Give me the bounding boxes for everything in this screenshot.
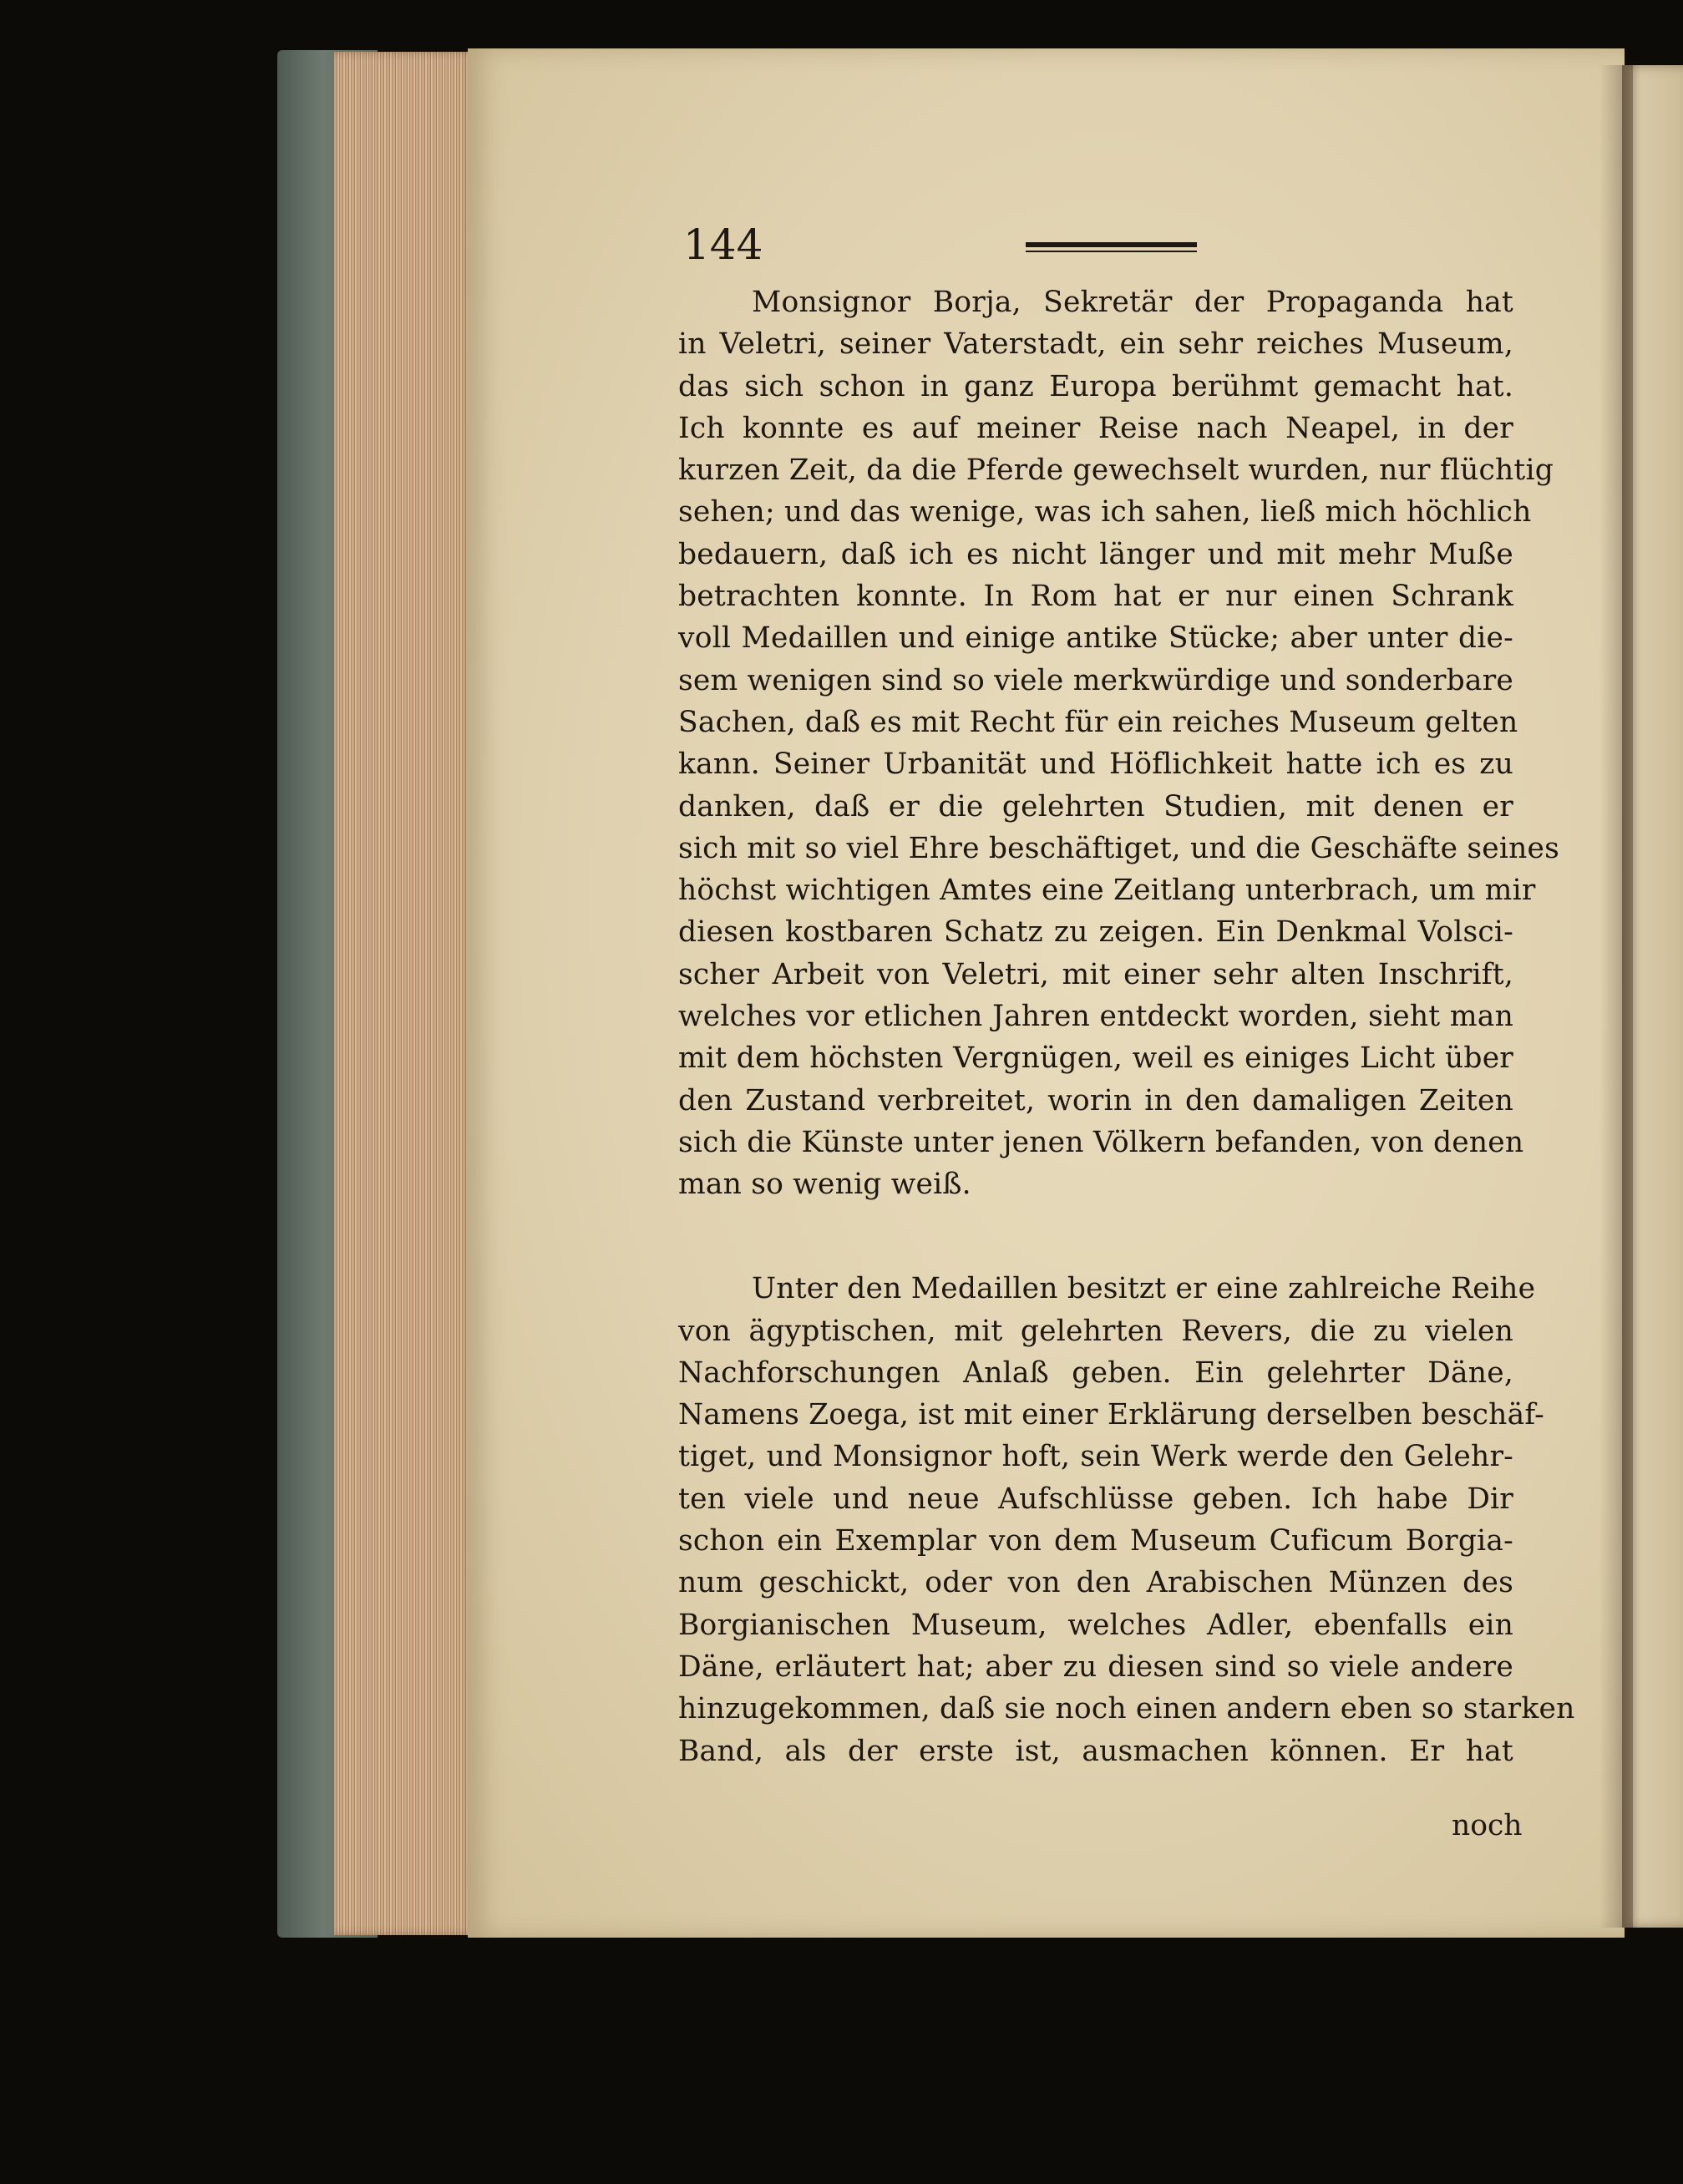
text-line: Namens Zoega, ist mit einer Erklärung derselben beschäf- <box>678 1398 1544 1432</box>
text-line: betrachten konnte. In Rom hat er nur einen Schrank <box>678 580 1513 613</box>
text-line: diesen kostbaren Schatz zu zeigen. Ein Denkmal Volsci- <box>678 915 1513 949</box>
text-line: danken, daß er die gelehrten Studien, mit denen er <box>678 790 1513 823</box>
page-edges <box>334 52 474 1935</box>
text-line: den Zustand verbreitet, worin in den damaligen Zeiten <box>678 1084 1513 1117</box>
text-line: Ich konnte es auf meiner Reise nach Neapel, in der <box>678 412 1513 445</box>
text-line: sem wenigen sind so viele merkwürdige und sonderbare <box>678 664 1514 697</box>
text-line: von ägyptischen, mit gelehrten Revers, die zu vielen <box>678 1315 1513 1348</box>
text-line: voll Medaillen und einige antike Stücke; aber unter die- <box>678 621 1513 655</box>
catchword: noch <box>1452 1809 1523 1842</box>
text-line: Sachen, daß es mit Recht für ein reiches Museum gelten <box>678 706 1518 739</box>
text-line: Band, als der erste ist, ausmachen können. Er hat <box>678 1735 1513 1768</box>
page-number: 144 <box>683 220 763 269</box>
text-line: sich die Künste unter jenen Völkern befanden, von denen <box>678 1126 1524 1159</box>
text-line: Monsignor Borja, Sekretär der Propaganda hat <box>752 286 1513 319</box>
text-line: sehen; und das wenige, was ich sahen, ließ mich höchlich <box>678 495 1532 529</box>
text-line: bedauern, daß ich es nicht länger und mit mehr Muße <box>678 538 1513 571</box>
header-rule <box>1026 242 1197 254</box>
text-line: in Veletri, seiner Vaterstadt, ein sehr reiches Museum, <box>678 327 1513 361</box>
text-line: welches vor etlichen Jahren entdeckt worden, sieht man <box>678 1000 1513 1033</box>
text-line: Unter den Medaillen besitzt er eine zahlreiche Reihe <box>752 1272 1536 1305</box>
text-line: tiget, und Monsignor hoft, sein Werk werde den Gelehr- <box>678 1440 1513 1473</box>
text-line: ten viele und neue Aufschlüsse geben. Ich habe Dir <box>678 1482 1513 1516</box>
text-line: Nachforschungen Anlaß geben. Ein gelehrter Däne, <box>678 1356 1513 1390</box>
text-line: schon ein Exemplar von dem Museum Cuficum Borgia- <box>678 1524 1513 1558</box>
text-line: sich mit so viel Ehre beschäftiget, und die Geschäfte seines <box>678 832 1560 865</box>
gutter-shadow <box>1599 65 1633 1928</box>
text-line: Däne, erläutert hat; aber zu diesen sind so viele andere <box>678 1650 1513 1684</box>
text-line: man so wenig weiß. <box>678 1168 971 1201</box>
text-line: num geschickt, oder von den Arabischen Münzen des <box>678 1566 1513 1599</box>
text-line: kann. Seiner Urbanität und Höflichkeit hatte ich es zu <box>678 747 1513 781</box>
text-line: das sich schon in ganz Europa berühmt gemacht hat. <box>678 370 1513 403</box>
text-line: scher Arbeit von Veletri, mit einer sehr alten Inschrift, <box>678 958 1513 991</box>
text-line: hinzugekommen, daß sie noch einen andern eben so starken <box>678 1692 1575 1725</box>
text-line: kurzen Zeit, da die Pferde gewechselt wurden, nur flüchtig <box>678 454 1554 487</box>
text-line: Borgianischen Museum, welches Adler, ebenfalls ein <box>678 1609 1513 1642</box>
text-line: höchst wichtigen Amtes eine Zeitlang unterbrach, um mir <box>678 874 1536 907</box>
text-line: mit dem höchsten Vergnügen, weil es einiges Licht über <box>678 1041 1513 1075</box>
